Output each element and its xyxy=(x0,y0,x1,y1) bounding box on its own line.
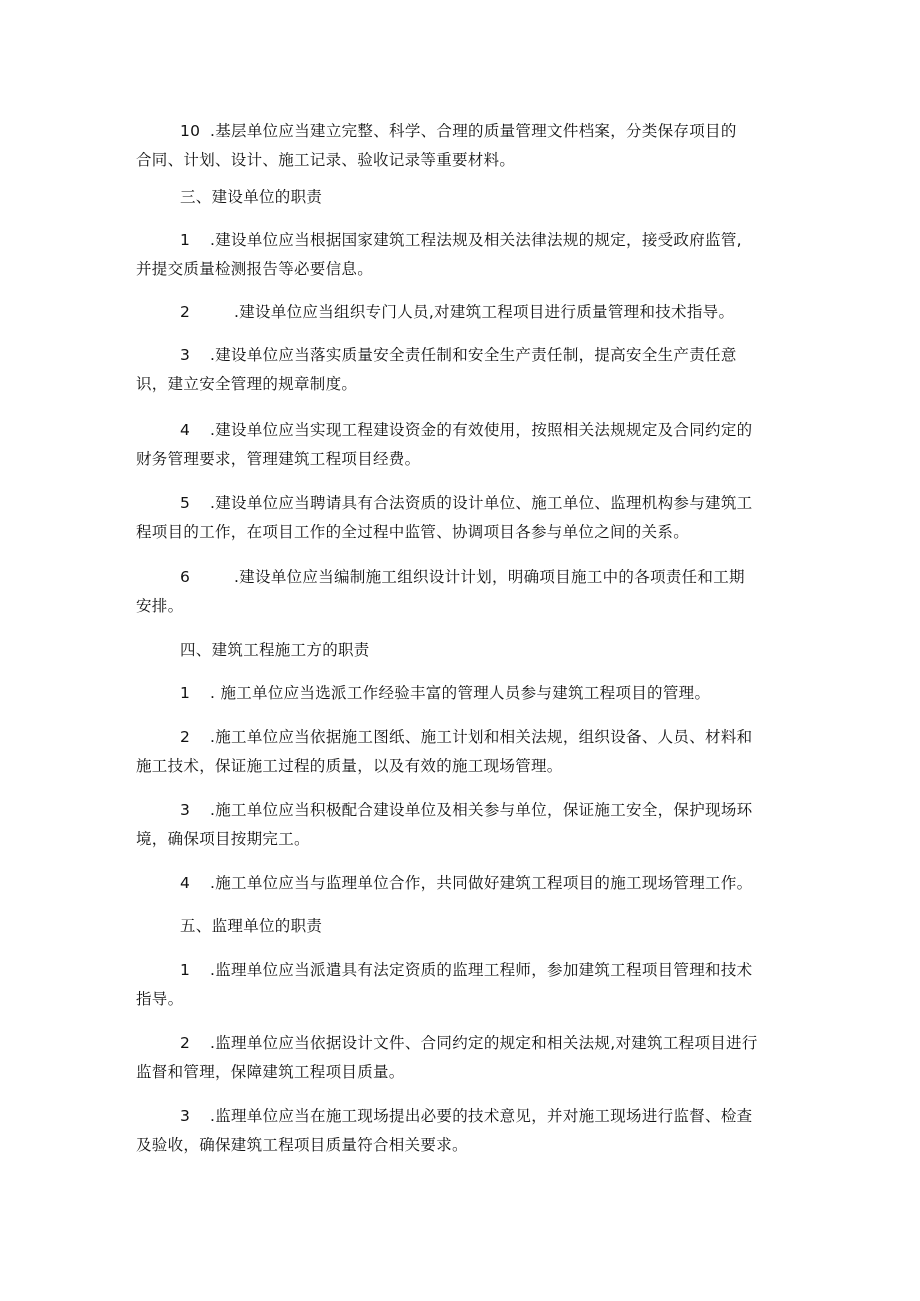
paragraph-text: .建设单位应当落实质量安全责任制和安全生产责任制，提高安全生产责任意 xyxy=(210,346,737,364)
paragraph-text: .建设单位应当实现工程建设资金的有效使用，按照相关法规规定及合同约定的 xyxy=(210,421,753,439)
paragraph-text: 识，建立安全管理的规章制度。 xyxy=(136,375,358,393)
paragraph-text: .建设单位应当聘请具有合法资质的设计单位、施工单位、监理机构参与建筑工 xyxy=(210,494,753,512)
paragraph-text: 安排。 xyxy=(136,597,184,615)
paragraph-text: 施工技术，保证施工过程的质量，以及有效的施工现场管理。 xyxy=(136,757,563,775)
paragraph-text: .基层单位应当建立完整、科学、合理的质量管理文件档案，分类保存项目的 xyxy=(210,122,737,140)
paragraph-s3-item-1 xyxy=(136,226,796,284)
item-number: 4 xyxy=(180,421,191,439)
item-number: 3 xyxy=(180,1107,191,1125)
item-number: 10 xyxy=(180,122,201,140)
paragraph-s5-item-1 xyxy=(136,956,796,1014)
paragraph-text: 财务管理要求，管理建筑工程项目经费。 xyxy=(136,450,421,468)
paragraph-item-10 xyxy=(136,117,796,175)
paragraph-text: .监理单位应当依据设计文件、合同约定的规定和相关法规,对建筑工程项目进行 xyxy=(210,1034,758,1052)
paragraph-text: . 施工单位应当选派工作经验丰富的管理人员参与建筑工程项目的管理。 xyxy=(210,684,711,702)
paragraph-text: 并提交质量检测报告等必要信息。 xyxy=(136,260,374,278)
item-number: 1 xyxy=(180,684,191,702)
paragraph-s3-item-2 xyxy=(136,298,796,327)
paragraph-s5-item-2 xyxy=(136,1029,796,1087)
paragraph-text: .施工单位应当与监理单位合作，共同做好建筑工程项目的施工现场管理工作。 xyxy=(210,874,753,892)
item-number: 1 xyxy=(180,961,191,979)
item-number: 3 xyxy=(180,346,191,364)
paragraph-s4-item-4 xyxy=(136,869,796,898)
paragraph-text: .监理单位应当在施工现场提出必要的技术意见，并对施工现场进行监督、检查 xyxy=(210,1107,753,1125)
paragraph-s3-item-4 xyxy=(136,416,796,474)
paragraph-s3-item-5 xyxy=(136,489,796,547)
item-number: 1 xyxy=(180,231,191,249)
paragraph-text: 境，确保项目按期完工。 xyxy=(136,830,310,848)
paragraph-text: 及验收，确保建筑工程项目质量符合相关要求。 xyxy=(136,1136,468,1154)
paragraph-s3-item-3 xyxy=(136,341,796,399)
paragraph-text: 监督和管理，保障建筑工程项目质量。 xyxy=(136,1063,405,1081)
item-number: 2 xyxy=(180,728,191,746)
item-number: 5 xyxy=(180,494,191,512)
paragraph-text: .建设单位应当编制施工组织设计计划，明确项目施工中的各项责任和工期 xyxy=(234,568,745,586)
section-heading-4: 四、建筑工程施工方的职责 xyxy=(180,641,370,659)
item-number: 3 xyxy=(180,801,191,819)
paragraph-s5-item-3 xyxy=(136,1102,796,1160)
paragraph-text: .施工单位应当依据施工图纸、施工计划和相关法规，组织设备、人员、材料和 xyxy=(210,728,753,746)
item-number: 2 xyxy=(180,1034,191,1052)
item-number: 2 xyxy=(180,303,191,321)
paragraph-text: 指导。 xyxy=(136,990,184,1008)
item-number: 6 xyxy=(180,568,191,586)
paragraph-s3-item-6 xyxy=(136,563,796,621)
paragraph-s4-item-2 xyxy=(136,723,796,781)
paragraph-text: 程项目的工作，在项目工作的全过程中监管、协调项目各参与单位之间的关系。 xyxy=(136,523,690,541)
paragraph-s4-item-1 xyxy=(136,679,796,708)
section-heading-3: 三、建设单位的职责 xyxy=(180,188,323,206)
paragraph-text: .施工单位应当积极配合建设单位及相关参与单位，保证施工安全，保护现场环 xyxy=(210,801,753,819)
paragraph-s4-item-3 xyxy=(136,796,796,854)
section-heading-5: 五、监理单位的职责 xyxy=(180,917,323,935)
paragraph-text: .监理单位应当派遣具有法定资质的监理工程师，参加建筑工程项目管理和技术 xyxy=(210,961,753,979)
paragraph-text: 合同、计划、设计、施工记录、验收记录等重要材料。 xyxy=(136,151,516,169)
paragraph-text: .建设单位应当根据国家建筑工程法规及相关法律法规的规定，接受政府监管, xyxy=(210,231,742,249)
paragraph-text: .建设单位应当组织专门人员,对建筑工程项目进行质量管理和技术指导。 xyxy=(234,303,735,321)
item-number: 4 xyxy=(180,874,191,892)
